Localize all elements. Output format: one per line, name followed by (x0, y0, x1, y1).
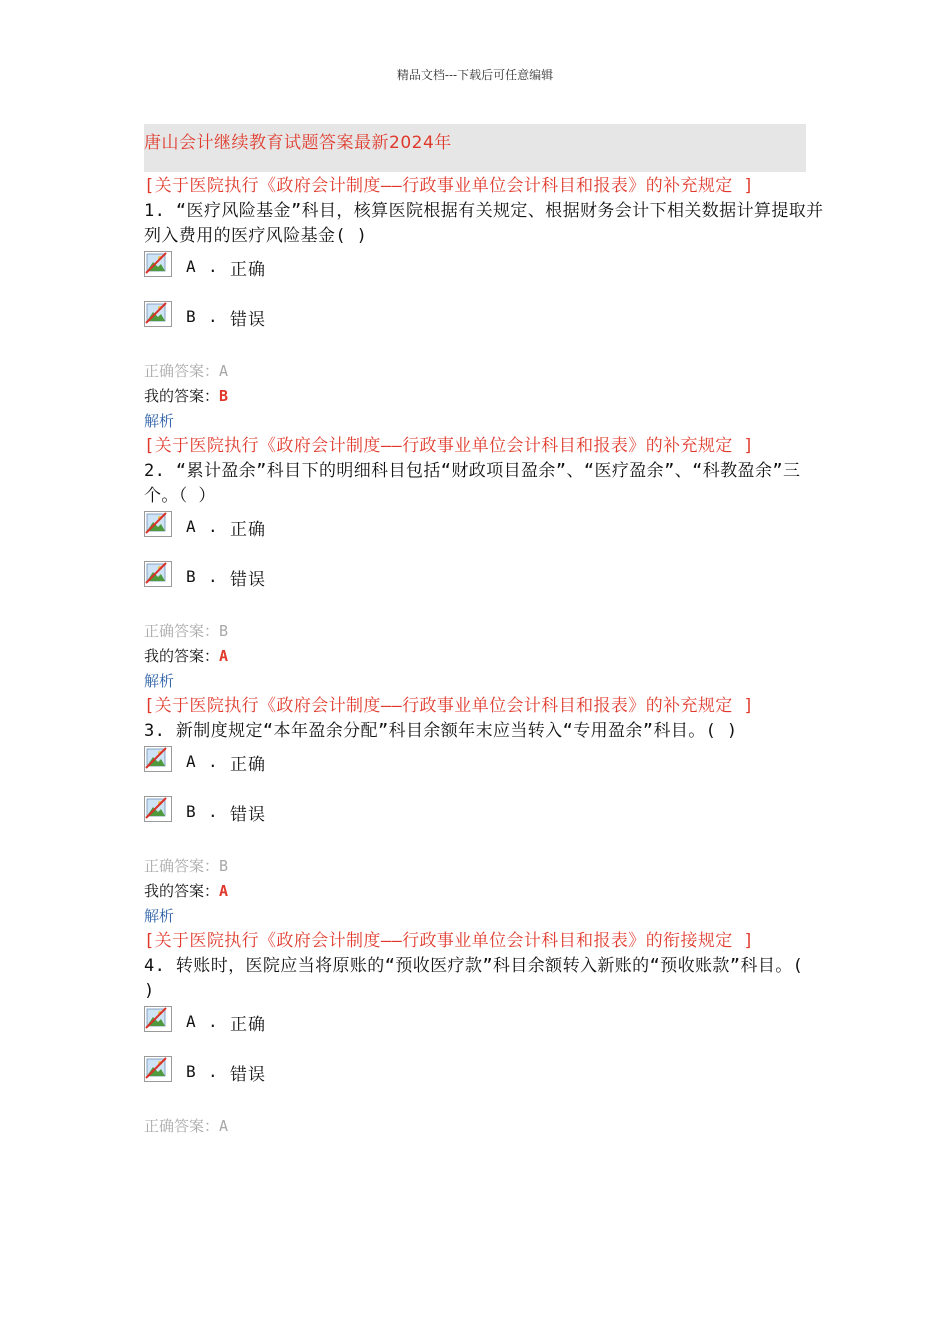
option-letter: B (186, 1062, 196, 1081)
my-answer-value: B (219, 387, 229, 405)
correct-answer (144, 359, 824, 384)
correct-answer-value: B (219, 857, 229, 875)
option-separator: . (208, 802, 218, 821)
option-b[interactable] (144, 1054, 824, 1104)
broken-image-icon (144, 1056, 172, 1082)
option-letter: A (186, 1012, 196, 1031)
my-answer (144, 384, 824, 409)
my-answer-value: A (219, 882, 229, 900)
option-letter: B (186, 307, 196, 326)
correct-answer-value: A (219, 1117, 229, 1135)
question-2 (144, 434, 824, 694)
question-text: 3. 新制度规定“本年盈余分配”科目余额年末应当转入“专用盈余”科目。( ) (144, 721, 738, 741)
question-3 (144, 694, 824, 929)
option-separator: . (208, 567, 218, 586)
my-answer (144, 879, 824, 904)
question-section: [关于医院执行《政府会计制度——行政事业单位会计科目和报表》的补充规定 ] (144, 176, 754, 196)
broken-image-icon (144, 796, 172, 822)
option-separator: . (208, 517, 218, 536)
option-separator: . (208, 257, 218, 276)
correct-answer (144, 1114, 824, 1139)
option-a[interactable] (144, 744, 824, 794)
correct-answer-value: A (219, 362, 229, 380)
correct-answer-label: 正确答案： (144, 857, 220, 875)
broken-image-icon (144, 511, 172, 537)
my-answer-label: 我的答案： (144, 647, 220, 665)
correct-answer-value: B (219, 622, 229, 640)
correct-answer (144, 854, 824, 879)
question-4 (144, 929, 824, 1139)
option-separator: . (208, 1062, 218, 1081)
question-section: [关于医院执行《政府会计制度——行政事业单位会计科目和报表》的补充规定 ] (144, 696, 754, 716)
my-answer-label: 我的答案： (144, 387, 220, 405)
option-letter: B (186, 567, 196, 586)
my-answer-label: 我的答案： (144, 882, 220, 900)
analysis-link[interactable]: 解析 (144, 907, 175, 925)
option-text: 正确 (230, 520, 266, 540)
option-letter: A (186, 517, 196, 536)
option-letter: A (186, 752, 196, 771)
document-title: 唐山会计继续教育试题答案最新2024年 (144, 133, 452, 153)
option-a[interactable] (144, 1004, 824, 1054)
broken-image-icon (144, 746, 172, 772)
broken-image-icon (144, 301, 172, 327)
option-text: 错误 (230, 310, 266, 330)
analysis-link[interactable]: 解析 (144, 412, 175, 430)
option-b[interactable] (144, 299, 824, 349)
correct-answer-label: 正确答案： (144, 362, 220, 380)
question-1 (144, 174, 824, 434)
option-text: 错误 (230, 1065, 266, 1085)
question-text: 2. “累计盈余”科目下的明细科目包括“财政项目盈余”、“医疗盈余”、“科教盈余”三个。（ ） (144, 461, 801, 506)
question-section: [关于医院执行《政府会计制度——行政事业单位会计科目和报表》的补充规定 ] (144, 436, 754, 456)
broken-image-icon (144, 1006, 172, 1032)
correct-answer (144, 619, 824, 644)
option-text: 正确 (230, 755, 266, 775)
document-title-bar (144, 124, 806, 172)
option-letter: A (186, 257, 196, 276)
option-letter: B (186, 802, 196, 821)
option-text: 正确 (230, 260, 266, 280)
question-list (144, 174, 824, 1139)
option-text: 正确 (230, 1015, 266, 1035)
analysis-link[interactable]: 解析 (144, 672, 175, 690)
broken-image-icon (144, 561, 172, 587)
option-b[interactable] (144, 794, 824, 844)
option-separator: . (208, 752, 218, 771)
correct-answer-label: 正确答案： (144, 1117, 220, 1135)
question-text: 1. “医疗风险基金”科目，核算医院根据有关规定、根据财务会计下相关数据计算提取并列入费用的医疗风险基金( ) (144, 201, 824, 246)
option-a[interactable] (144, 509, 824, 559)
option-b[interactable] (144, 559, 824, 609)
option-text: 错误 (230, 570, 266, 590)
option-text: 错误 (230, 805, 266, 825)
option-separator: . (208, 307, 218, 326)
page-header: 精品文档---下载后可任意编辑 (396, 68, 554, 82)
my-answer-value: A (219, 647, 229, 665)
my-answer (144, 644, 824, 669)
question-section: [关于医院执行《政府会计制度——行政事业单位会计科目和报表》的衔接规定 ] (144, 931, 754, 951)
correct-answer-label: 正确答案： (144, 622, 220, 640)
broken-image-icon (144, 251, 172, 277)
option-a[interactable] (144, 249, 824, 299)
option-separator: . (208, 1012, 218, 1031)
question-text: 4. 转账时，医院应当将原账的“预收医疗款”科目余额转入新账的“预收账款”科目。( ) (144, 956, 804, 1001)
